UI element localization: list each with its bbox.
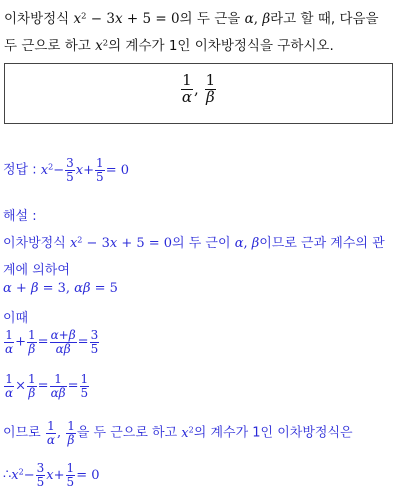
problem-text-2: 의 두 근을 — [179, 11, 241, 27]
given-roots: $\frac{1}{\alpha}$ , $\frac{1}{\beta}$ — [181, 71, 216, 106]
problem-statement — [4, 6, 397, 60]
vieta-formulas: α + β = 3, αβ = 5 — [3, 281, 118, 296]
solution-line-conclusion: 이므로 $\frac{1}{\alpha}$ , $\frac{1}{\beta}$ 을 두 근으로 하고 $x^2$의 계수가 1인 이차방정식은 — [3, 419, 353, 447]
solution-text-then: 이때 — [3, 311, 29, 326]
solution-text: 이므로 — [3, 425, 41, 441]
sum-of-reciprocals: $\frac{1}{\alpha}$ + $\frac{1}{\beta}$ = $\frac{\alpha+\beta}{\alpha\beta}$ = $\frac{3}{5}$ — [5, 328, 99, 356]
problem-text-5: 의 계수가 1인 이차방정식을 구하시오. — [108, 38, 334, 54]
roots: α, β — [234, 236, 260, 251]
frac-1-over-alpha: $\frac{1}{\alpha}$ — [181, 71, 193, 106]
problem-text-4: 두 근으로 하고 — [4, 38, 91, 54]
equation: $x^2 - 3x + 5 = 0$ — [69, 235, 173, 251]
given-roots-box — [4, 63, 393, 124]
answer-line — [3, 157, 129, 183]
solution-text: 을 두 근으로 하고 — [76, 425, 178, 441]
equation: $x^2 - 3x + 5 = 0$ — [73, 10, 180, 27]
roots: α, β — [244, 11, 271, 27]
solution-text: 의 두 근이 — [172, 236, 231, 251]
solution-heading: 해설 : — [3, 209, 37, 224]
solution-line-2: 계에 의하여 — [3, 263, 70, 278]
product-of-reciprocals: $\frac{1}{\alpha}$ × $\frac{1}{\beta}$ = $\frac{1}{\alpha\beta}$ = $\frac{1}{5}$ — [5, 372, 89, 400]
solution-text: 이므로 근과 계수의 관 — [259, 236, 385, 251]
problem-text-1: 이차방정식 — [4, 11, 70, 27]
answer-equation: $x^2-$ $\frac{3}{5}$ x+ $\frac{1}{5}$ = 0 — [40, 156, 129, 184]
x-squared: $x^2$ — [181, 425, 194, 441]
x-squared: $x^2$ — [95, 37, 109, 54]
solution-text: 의 계수가 1인 이차방정식은 — [193, 425, 353, 441]
solution-line-1 — [3, 232, 385, 251]
frac-1-over-beta: $\frac{1}{\beta}$ — [205, 71, 216, 106]
final-equation: $\therefore x^2-$ $\frac{3}{5}$ x+ $\frac{1}{5}$ = 0 — [3, 461, 100, 489]
problem-text-3: 라고 할 때, 다음을 — [270, 11, 379, 27]
solution-text: 이차방정식 — [3, 236, 66, 251]
answer-label: 정답 : — [3, 162, 37, 178]
